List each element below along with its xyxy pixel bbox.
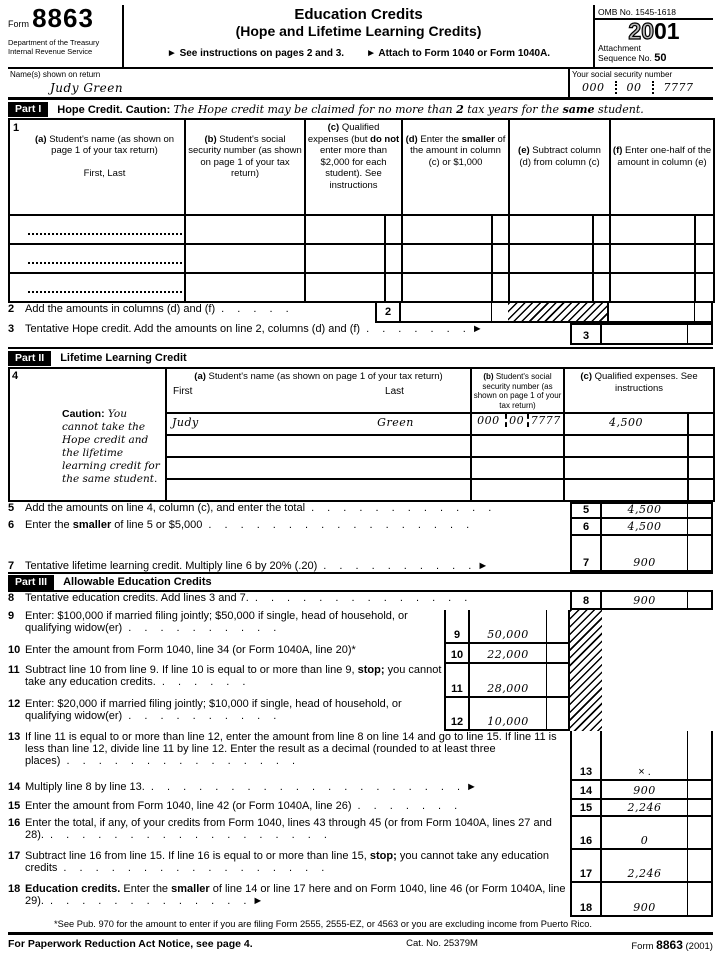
- line3-row: [8, 323, 713, 349]
- form-header: [8, 5, 713, 69]
- line2-number: 2: [8, 303, 15, 315]
- smaller-amount-field[interactable]: [402, 215, 492, 244]
- line2-label: Add the amounts in columns (d) and (f) . . . . .: [25, 303, 290, 315]
- tax-year: 2001: [628, 18, 680, 44]
- col-a-header: (a) Student's name (as shown on page 1 of your tax return) First, Last: [25, 119, 185, 215]
- line9-amount[interactable]: 50,000: [487, 628, 529, 641]
- pub970-footnote: *See Pub. 970 for the amount to enter if you are filing Form 2555, 2555-EZ, or 4563 or you are excluding income from Puerto Rico.: [54, 919, 592, 929]
- line8-amount[interactable]: 900: [633, 594, 656, 607]
- page-footer: [8, 932, 713, 952]
- line14-row: 14 Multiply line 8 by line 13. . . . . . . . . . . . . . . . . . . . . ►: [8, 781, 477, 793]
- line3-amount-field[interactable]: [602, 325, 687, 343]
- p2-col-c-header: (c) Qualified expenses. See instructions: [564, 368, 714, 413]
- attachment-label: Attachment: [598, 43, 641, 53]
- ssn-label: Your social security number: [572, 70, 673, 79]
- line3-number: 3: [8, 323, 15, 335]
- line11-box-label: 11: [444, 664, 470, 696]
- last-subheader: Last: [385, 385, 404, 397]
- part1-badge: Part I: [8, 102, 48, 117]
- form-title-block: [124, 5, 593, 67]
- ll-ssn-field[interactable]: 000 00 7777: [471, 413, 564, 435]
- student-row: [9, 244, 714, 273]
- student-row: [9, 273, 714, 302]
- line5-box-label: 5: [570, 504, 602, 517]
- omb-block: [593, 5, 713, 67]
- p2-col-b-header: (b) Student's social security number (as shown on page 1 of your tax return): [471, 368, 564, 413]
- line4-caution: Caution: You cannot take the Hope credit and the lifetime learning credit for the same student.: [62, 408, 160, 485]
- student-row: [9, 215, 714, 244]
- agency-treasury: Department of the Treasury: [8, 38, 100, 47]
- subtract-field[interactable]: [509, 215, 593, 244]
- part3-header: [8, 574, 713, 592]
- line18-amount[interactable]: 900: [633, 901, 656, 914]
- line5-row: 5 Add the amounts on line 4, column (c), and enter the total . . . . . . . . . . . .: [8, 502, 493, 514]
- line4-label-cell: [9, 368, 166, 501]
- right-arrow-icon: ►: [252, 895, 264, 907]
- line8-row: 8 Tentative education credits. Add lines 3 and 7. . . . . . . . . . . . . . .: [8, 592, 469, 604]
- part2-header: [8, 349, 713, 367]
- ssn-field[interactable]: 000 00 7777: [572, 81, 711, 94]
- line11-amount[interactable]: 28,000: [487, 682, 529, 695]
- student-ssn-field[interactable]: [185, 215, 305, 244]
- line8-box-label: 8: [570, 592, 602, 608]
- sequence-label: Sequence No.: [598, 53, 652, 63]
- part3-title: Allowable Education Credits: [63, 576, 212, 588]
- col-b-header: (b) Student's social security number (as shown on page 1 of your tax return): [185, 119, 305, 215]
- line10-amount[interactable]: 22,000: [487, 648, 529, 661]
- part2-badge: Part II: [8, 351, 51, 366]
- line16-row: 16 Enter the total, if any, of your credits from Form 1040, lines 43 through 45 (or from Form 1040A, lines 27 and 28). . . . . . . . . . . . . . . . . . .: [8, 817, 552, 841]
- omb-number: OMB No. 1545-1618: [595, 5, 713, 20]
- line7-row: 7 Tentative lifetime learning credit. Multiply line 6 by 20% (.20) . . . . . . . . . . ►: [8, 560, 489, 572]
- one-half-field[interactable]: [610, 215, 695, 244]
- line13-decimal-field[interactable]: × .: [638, 766, 651, 778]
- first-subheader: First: [173, 385, 193, 397]
- line15-amount[interactable]: 2,246: [627, 801, 662, 814]
- line14-amount[interactable]: 900: [633, 784, 656, 797]
- form-number-block: [8, 5, 124, 67]
- part1-caution: The Hope credit may be claimed for no more than 2 tax years for the same student.: [173, 102, 644, 116]
- ll-last-name-field[interactable]: Green: [321, 413, 471, 435]
- line18-box-label: 18: [570, 883, 602, 915]
- hope-credit-table: [8, 118, 715, 303]
- line13-row: 13 If line 11 is equal to or more than line 12, enter the amount from line 8 on line 14 and go to line 15. If line 11 is less than line 12, divide line 11 by line 12. Enter the result as a decimal (rounded to at least three places) . . . . . . . . . . . . . . .: [8, 731, 557, 767]
- student-name-field[interactable]: [9, 273, 185, 302]
- agency-irs: Internal Revenue Service: [8, 47, 93, 56]
- line1-number: 1: [9, 119, 25, 215]
- student-name-field[interactable]: [9, 244, 185, 273]
- student-ssn-field[interactable]: [185, 273, 305, 302]
- line7-amount[interactable]: 900: [633, 556, 656, 569]
- attach-note: ► Attach to Form 1040 or Form 1040A.: [366, 48, 551, 59]
- right-arrow-icon: ►: [466, 781, 477, 793]
- lines-5-7: [8, 502, 713, 574]
- part3-badge: Part III: [8, 575, 54, 590]
- col-c-header: (c) Qualified expenses (but do not enter more than $2,000 for each student). See instructions: [305, 119, 402, 215]
- student-name-field[interactable]: [9, 215, 185, 244]
- line11-row: 11 Subtract line 10 from line 9. If line 10 is equal to or more than line 9, stop; you cannot take any education credits. . . . . . .: [8, 664, 442, 688]
- line3-label: Tentative Hope credit. Add the amounts on line 2, columns (d) and (f) . . . . . . . ►: [25, 323, 483, 335]
- line17-amount[interactable]: 2,246: [627, 867, 662, 880]
- form-title: Education Credits: [294, 6, 423, 23]
- shaded-strip: [570, 610, 713, 731]
- line16-box-label: 16: [570, 817, 602, 848]
- ll-first-name-field[interactable]: Judy: [166, 413, 321, 435]
- see-instructions-note: ► See instructions on pages 2 and 3.: [166, 48, 345, 59]
- line2-col-e-shaded: [508, 303, 609, 323]
- line9-box-label: 9: [444, 610, 470, 642]
- qualified-expenses-field[interactable]: [305, 215, 385, 244]
- line4-number: 4: [12, 370, 19, 382]
- line16-amount[interactable]: 0: [640, 834, 649, 847]
- paperwork-notice: For Paperwork Reduction Act Notice, see page 4.: [8, 938, 253, 950]
- line2-box-label: 2: [375, 303, 401, 323]
- line2-col-f-field[interactable]: [609, 303, 694, 323]
- line2-col-d-field[interactable]: [401, 303, 491, 323]
- line6-amount[interactable]: 4,500: [627, 520, 662, 533]
- line10-row: 10 Enter the amount from Form 1040, line 34 (or Form 1040A, line 20)*: [8, 644, 356, 656]
- name-label: Name(s) shown on return: [10, 70, 101, 79]
- form-subtitle: (Hope and Lifetime Learning Credits): [235, 23, 482, 39]
- form-number: 8863: [32, 3, 94, 33]
- form-word: Form: [8, 19, 29, 29]
- part3-body: [8, 592, 713, 917]
- line15-row: 15 Enter the amount from Form 1040, line 42 (or Form 1040A, line 26) . . . . . . .: [8, 800, 459, 812]
- name-field[interactable]: Judy Green: [50, 81, 124, 95]
- line14-box-label: 14: [570, 781, 602, 798]
- line12-row: 12 Enter: $20,000 if married filing jointly; $10,000 if single, head of household, or qualifying widow(er) . . . . . . . . . .: [8, 698, 402, 722]
- line10-box-label: 10: [444, 644, 470, 662]
- p2-col-a-header: (a) Student's name (as shown on page 1 of your tax return) First Last: [166, 368, 471, 413]
- line9-row: 9 Enter: $100,000 if married filing jointly; $50,000 if single, head of household, or qualifying widow(er) . . . . . . . . . .: [8, 610, 408, 634]
- col-f-header: (f) Enter one-half of the amount in column (e): [610, 119, 714, 215]
- part1-header: [8, 100, 713, 118]
- right-arrow-icon: ►: [471, 323, 483, 335]
- part2-title: Lifetime Learning Credit: [60, 352, 187, 364]
- line18-row: 18 Education credits. Enter the smaller of line 14 or line 17 here and on Form 1040, line 46 (or Form 1040A, line 29). . . . . . . . . . . . . . ►: [8, 883, 566, 907]
- right-arrow-icon: ►: [477, 560, 489, 572]
- col-e-header: (e) Subtract column (d) from column (c): [509, 119, 610, 215]
- lifetime-learning-table: [8, 367, 715, 502]
- part1-title: Hope Credit. Caution:: [57, 103, 171, 116]
- form-footer-id: Form 8863 (2001): [631, 938, 713, 952]
- line7-box-label: 7: [570, 536, 602, 570]
- line2-row: [8, 303, 713, 323]
- line13-box-label: 13: [570, 731, 602, 779]
- line6-box-label: 6: [570, 519, 602, 534]
- line6-row: 6 Enter the smaller of line 5 or $5,000 . . . . . . . . . . . . . . . . .: [8, 519, 471, 531]
- line12-amount[interactable]: 10,000: [487, 715, 529, 728]
- line12-box-label: 12: [444, 698, 470, 729]
- line17-box-label: 17: [570, 850, 602, 881]
- line5-amount[interactable]: 4,500: [627, 503, 662, 516]
- student-ssn-field[interactable]: [185, 244, 305, 273]
- col-d-header: (d) Enter the smaller of the amount in column (c) or $1,000: [402, 119, 509, 215]
- catalog-number: Cat. No. 25379M: [406, 938, 478, 949]
- taxpayer-row: [8, 69, 713, 100]
- line15-box-label: 15: [570, 800, 602, 815]
- line17-row: 17 Subtract line 16 from line 15. If line 16 is equal to or more than line 15, stop; you cannot take any education credits . . . . . . . . . . . . . . . . .: [8, 850, 550, 874]
- sequence-number: 50: [654, 52, 667, 64]
- ll-expenses-field[interactable]: 4,500: [564, 413, 688, 435]
- line3-box-label: 3: [570, 325, 602, 343]
